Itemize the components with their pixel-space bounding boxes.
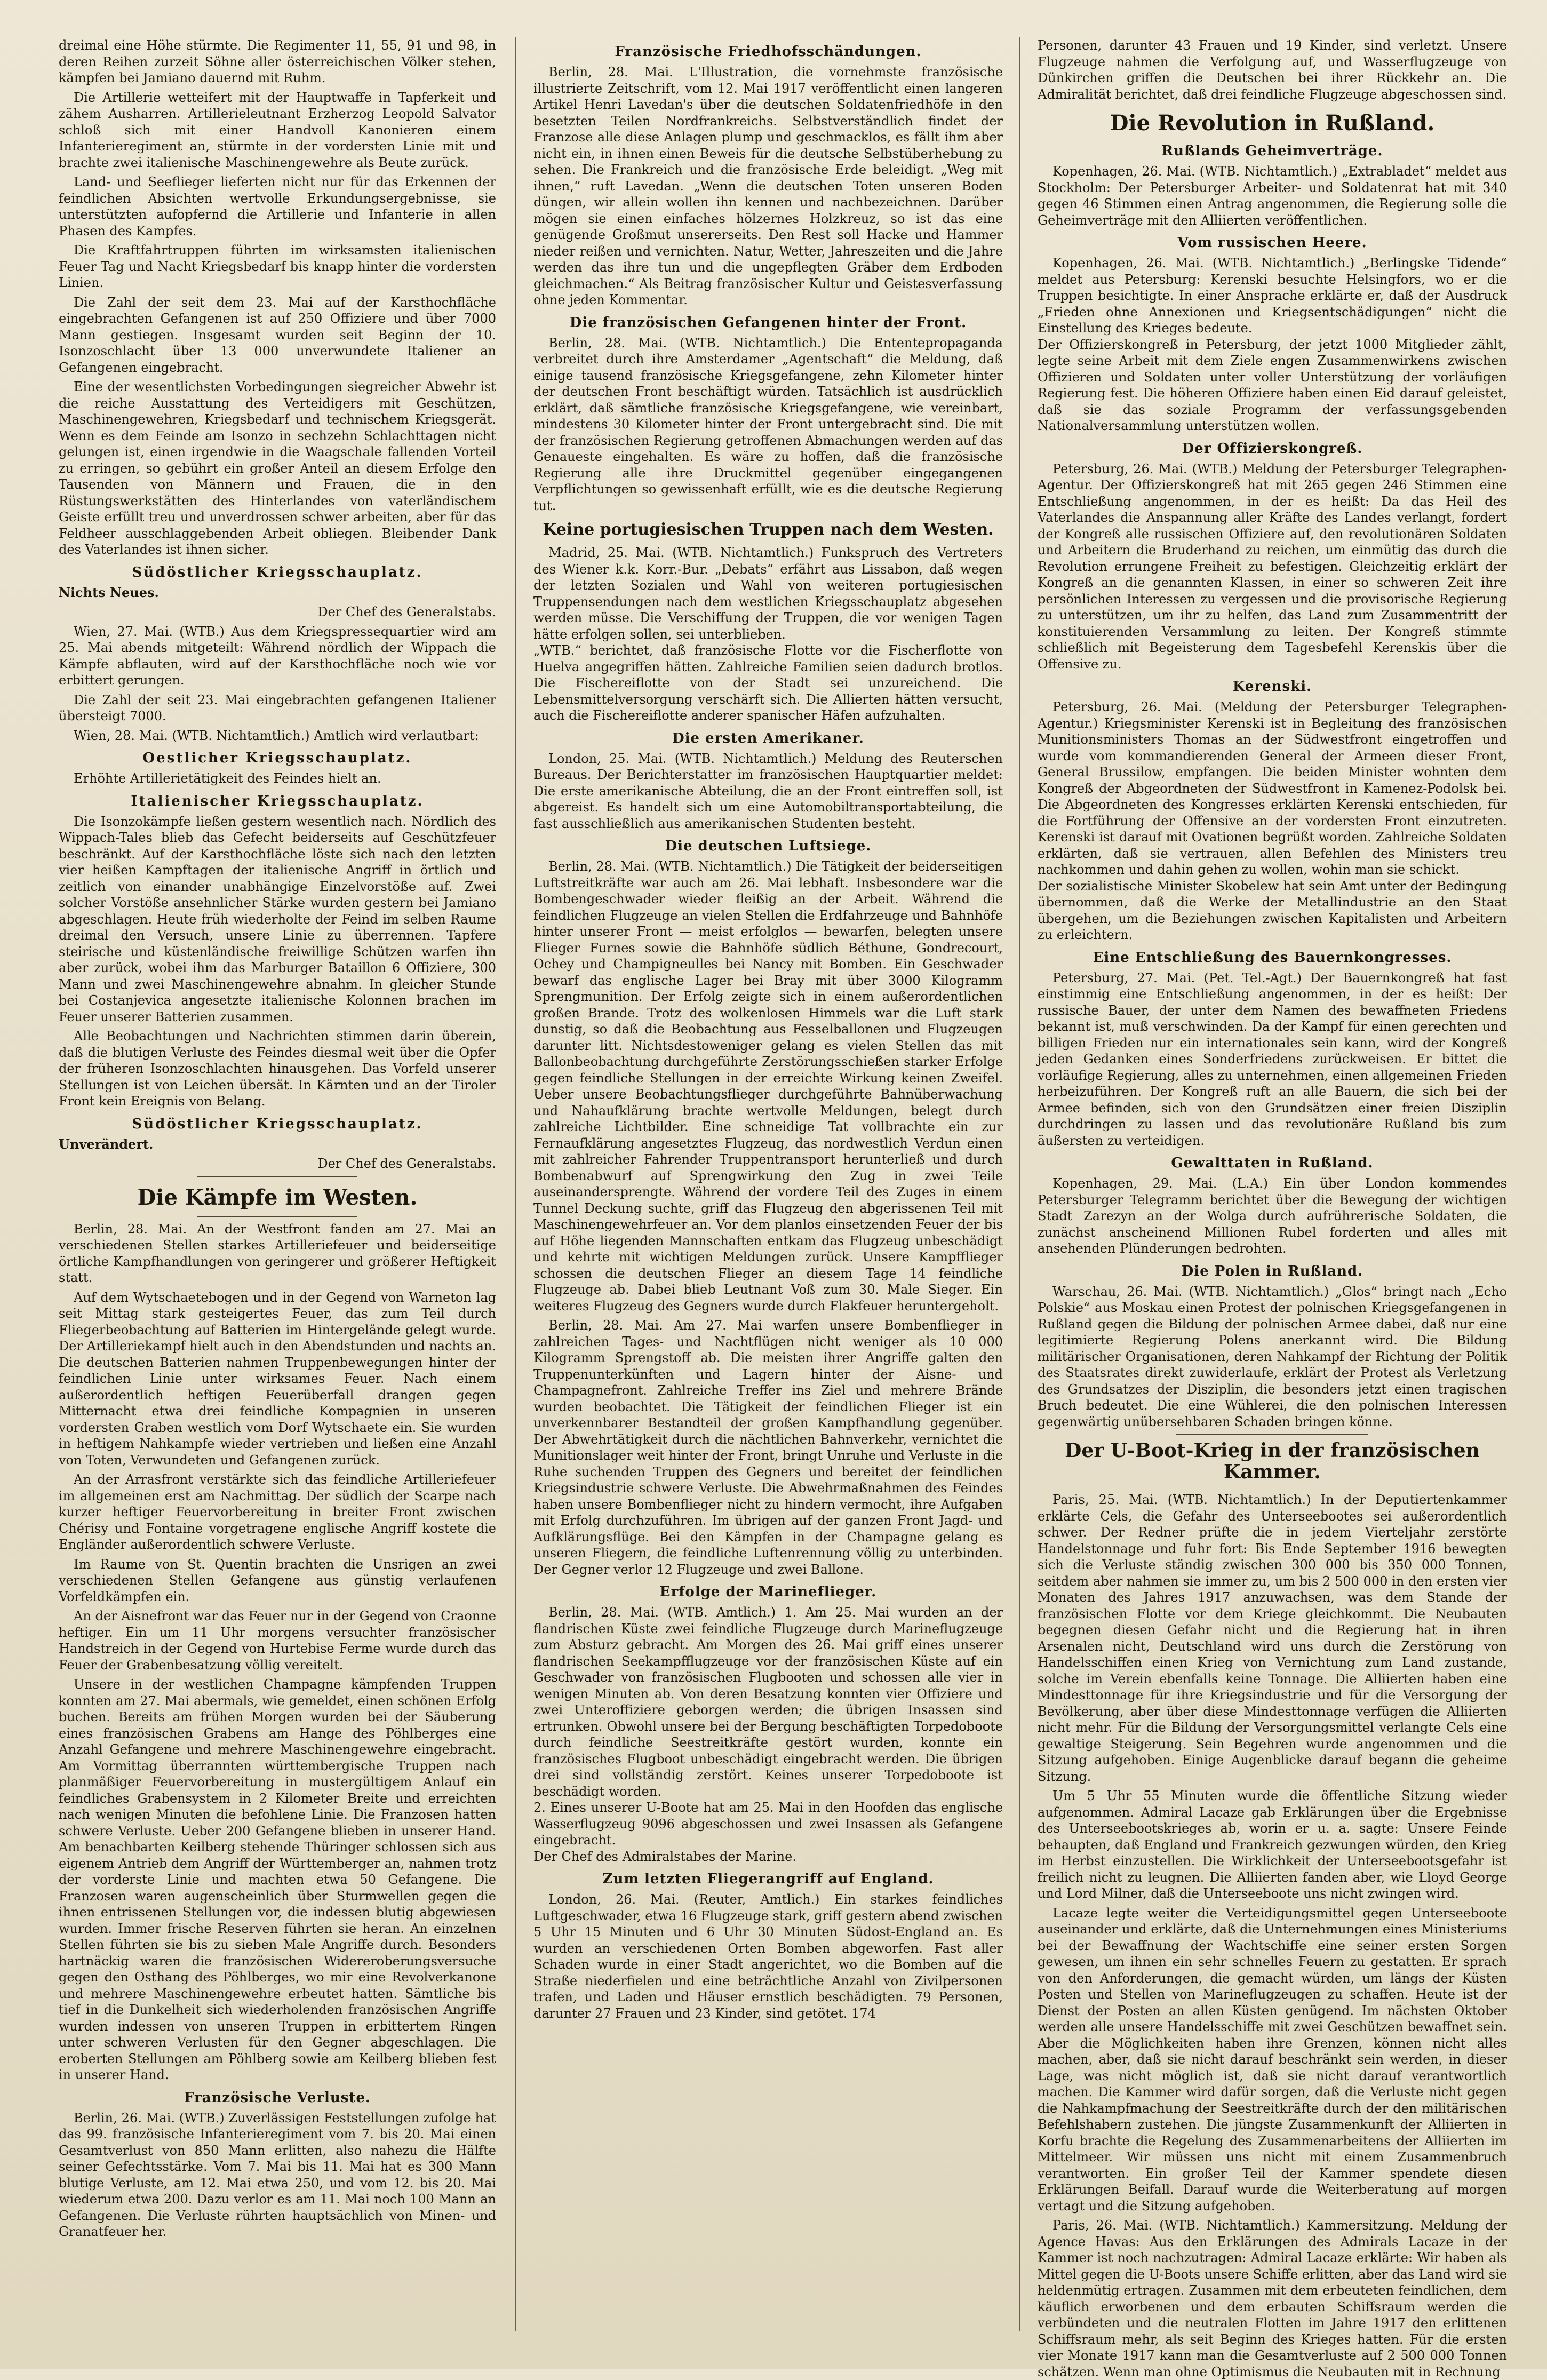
article-headline: Die Kämpfe im Westen. bbox=[137, 1184, 418, 1210]
paragraph: Eine der wesentlichsten Vorbedingungen siegreicher Abwehr ist die reiche Ausstattung des Verteidigers mit Geschützen, Maschinengewehren, Kriegsbedarf und technischem Kriegsgerät. Wenn es dem Feinde am Isonzo in sechzehn Schlachttagen nicht gelungen ist, einen irgendwie in die Waagschale fallenden Vorteil zu erringen, so gebührt ein großer Anteil an diesem Erfolge den Tausenden von Männern und Frauen, die in den Rüstungswerkstätten des Hinterlandes von vaterländischem Geiste erfüllt treu und unverdrossen schwer arbeiten, aber für das Feldheer ausschlaggebenden Arbeit obliegen. Bleibender Dank des Vaterlandes ist ihnen sicher. bbox=[59, 379, 496, 557]
section-heading: Rußlands Geheimverträge. bbox=[1161, 143, 1383, 159]
paragraph: Kopenhagen, 26. Mai. (WTB. Nichtamtlich.) „Extrabladet“ meldet aus Stockholm: Der Petersburger Arbeiter- und Soldatenrat hat mit 340 gegen 46 Stimmen einen Antrag angenommen, die Regierung solle die Geheimverträge mit den Alliierten veröffentlichen. bbox=[1038, 164, 1507, 228]
paragraph: Petersburg, 26. Mai. (WTB.) Meldung der Petersburger Telegraphen-Agentur. Der Offizierskongreß hat mit 265 gegen 246 Stimmen eine Entschließung angenommen, in der es heißt: Da das Heil des Vaterlandes die Anspannung aller Kräfte des Landes verlangt, fordert der Kongreß alle russischen Offiziere auf, den revolutionären Soldaten und Arbeitern die Bruderhand zu reichen, um einmütig das durch die Revolution errungene Freiheit zu befestigen. Gleichzeitig erklärt der Kongreß an die genannten Klassen, in einer so schweren Zeit ihre persönlichen Interessen zu vergessen und die provisorische Regierung zu unterstützen, um ihr zu helfen, das Land zum Zusammentritt der konstituierenden Versammlung zu leiten. Der Kongreß stimmte schließlich mit Begeisterung dem Tagesbefehl Kerenskis über die Offensive zu. bbox=[1038, 461, 1507, 672]
paragraph: Erhöhte Artillerietätigkeit des Feindes hielt an. bbox=[74, 771, 381, 786]
article-headline: Der U-Boot-Krieg in der französischen Kammer. bbox=[1065, 1439, 1480, 1483]
paragraph: Petersburg, 26. Mai. (Meldung der Petersburger Telegraphen-Agentur.) Kriegsminister Kerenski ist in Begleitung des französischen Munitionsministers Thomas an der Südwestfront eingetroffen und wurde vom kommandierenden General der Armeen dieser Front, General Brussilow, empfangen. Die beiden Minister wohnten dem Kongreß der Abgeordneten der Südwestfront in Kamenez-Podolsk bei. Die Abgeordneten des Kongresses erklärten Kerenski entschieden, für die Fortführung der Offensive an der vordersten Front einzutreten. Kerenski ist darauf mit Ovationen begrüßt worden. Zahlreiche Soldaten erklärten, daß sie vertrauen, allen Befehlen des Ministers treu nachkommen und dahin gehen zu wollen, wohin man sie schickt. Der sozialistische Minister Skobelew hat sein Amt unter der Bedingung übernommen, daß die Werke der Metallindustrie an den Staat übergehen, um die Beziehungen zwischen Kapitalisten und Arbeitern zu erleichtern. bbox=[1038, 699, 1507, 942]
section-heading: Die französischen Gefangenen hinter der Front. bbox=[569, 314, 967, 331]
paragraph: Land- und Seeflieger lieferten nicht nur für das Erkennen der feindlichen Absichten wertvolle Erkundungsergebnisse, sie unterstützten aufopfernd die Artillerie und Infanterie in allen Phasen des Kampfes. bbox=[59, 174, 496, 238]
divider bbox=[1176, 1434, 1368, 1435]
paragraph: Berlin, 28. Mai. Am 27. Mai warfen unsere Bombenflieger in zahlreichen Tages- und Nachtflügen nicht weniger als 10 000 Kilogramm Sprengstoff ab. Die meisten ihrer Angriffe galten den Truppenunterkünften und Lagern hinter der Aisne- und Champagnefront. Zahlreiche Treffer ins Ziel und mehrere Brände wurden beobachtet. Die Tätigkeit der feindlichen Flieger ist ein unverkennbarer Bestandteil der großen Kampfhandlung gegenüber. Der Abwehrtätigkeit durch die nächtlichen Bahnverkehr, vernichtet die Munitionslager weit hinter der Front, bringt Unruhe und Verluste in die Ruhe suchenden Truppen des Gegners und bereitet der feindlichen Kriegsindustrie schwere Verluste. Die Abwehrmaßnahmen des Feindes haben unsere Bombenflieger nicht zu hindern vermocht, ihre Aufgaben mit Erfolg durchzuführen. Im übrigen auf der ganzen Front Jagd- und Aufklärungsflüge. Bei den Kämpfen in der Champagne gelang es unseren Fliegern, die feindliche Luftenrennung völlig zu unterbinden. Der Gegner verlor 12 Flugzeuge und zwei Ballone. bbox=[533, 1318, 1003, 1577]
paragraph: Warschau, 26. Mai. (WTB. Nichtamtlich.) „Glos“ bringt nach „Echo Polskie“ aus Moskau einen Protest der polnischen Kriegsgefangenen in Rußland gegen die Bildung der polnischen Armee dabei, daß nur eine legitimierte Regierung Polens anerkannt wird. Die Bildung militärischer Organisationen, deren Nahkampf der Richtung der Politik des Staatsrates direkt zuwiderlaufe, erklärt der Protest als Verletzung des Grundsatzes der Disziplin, die besonders jetzt einen tragischen Bruch bedeutet. Die eine Wühlerei, die den polnischen Interessen gegenwärtig unübersehbaren Schaden bringen könne. bbox=[1038, 1284, 1507, 1429]
section-heading: Zum letzten Fliegerangriff auf England. bbox=[602, 1871, 934, 1887]
section-heading: Südöstlicher Kriegsschauplatz. bbox=[132, 1116, 423, 1132]
divider bbox=[197, 1216, 357, 1217]
paragraph: Petersburg, 27. Mai. (Pet. Tel.-Agt.) Der Bauernkongreß hat fast einstimmig eine Entschließung angenommen, in der es heißt: Der russische Bauer, der unter dem Namen des bewaffneten Friedens bekannt ist, muß verschwinden. Da der Kampf für einen gerechten und billigen Frieden nur ein internationales sein kann, wird der Kongreß jeden Gedanken eines Sonderfriedens zurückweisen. Er bittet die vorläufige Regierung, alles zu unternehmen, einen allgemeinen Frieden herbeizuführen. Der Kongreß ruft an alle Bauern, die sich bei der Armee befinden, sich von den Grundsätzen einer freien Disziplin durchdringen zu lassen und das revolutionäre Rußland bis zum äußersten zu verteidigen. bbox=[1038, 970, 1507, 1148]
section-heading: Die ersten Amerikaner. bbox=[672, 730, 864, 746]
paragraph: Unverändert. bbox=[59, 1136, 154, 1152]
paragraph: London, 26. Mai. (Reuter, Amtlich.) Ein starkes feindliches Luftgeschwader, etwa 16 Flugzeuge stark, griff gestern abend zwischen 5 Uhr 15 Minuten und 6 Uhr 30 Minuten Südost-England an. Es wurden an verschiedenen Orten Bomben abgeworfen. Fast aller Schaden wurde in einer Stadt angerichtet, wo die Bomben auf die Straße niederfielen und eine beträchtliche Anzahl von Zivilpersonen trafen, und Laden und Häuser ernstlich beschädigten. 79 Personen, darunter 27 Frauen und 23 Kinder, sind getötet. 174 bbox=[533, 1892, 1003, 2021]
paragraph: Um 5 Uhr 55 Minuten wurde die öffentliche Sitzung wieder aufgenommen. Admiral Lacaze gab Erklärungen über die Ergebnisse des Unterseebootskrieges ab, worin er u. a. sagte: Unsere Feinde behaupten, daß England und Frankreich gezwungen würden, den Krieg im Herbst einzustellen. Die Wirklichkeit der Unterseebootsgefahr ist freilich nicht zu leugnen. Die Alliierten fanden aber, wie Lloyd George und Lord Milner, daß die Unterseeboote uns nicht zwingen wird. bbox=[1038, 1788, 1507, 1901]
paragraph: Berlin, 26. Mai. (WTB.) Zuverlässigen Feststellungen zufolge hat das 99. französische Infanterieregiment vom 7. bis 20. Mai einen Gesamtverlust von 850 Mann erlitten, also nahezu die Hälfte seiner Gefechtsstärke. Vom 7. Mai bis 11. Mai hat es 300 Mann blutige Verluste, am 12. Mai etwa 250, und vom 12. bis 20. Mai wiederum etwa 200. Dazu verlor es am 11. Mai noch 100 Mann an Gefangenen. Die Verluste rührten hauptsächlich von Minen- und Granatfeuer her. bbox=[59, 2110, 496, 2239]
paragraph: Die Artillerie wetteifert mit der Hauptwaffe in Tapferkeit und zähem Ausharren. Artillerieleutnant Erzherzog Leopold Salvator schloß sich mit einer Handvoll Kanonieren einem Infanterieregiment an, stürmte in der vordersten Linie mit und brachte zwei italienische Maschinengewehre als Beute zurück. bbox=[59, 90, 496, 170]
signature-line: Der Chef des Generalstabs. bbox=[317, 604, 496, 619]
paragraph: Paris, 26. Mai. (WTB. Nichtamtlich.) Kammersitzung. Meldung der Agence Havas: Aus den Erklärungen des Admirals Lacaze in der Kammer ist noch nachzutragen: Admiral Lacaze erklärte: Wir haben als Mittel gegen die U-Boots unsere Schiffe erlitten, aber das Land wird sie heldenmütig ertragen. Zusammen mit dem erbeuteten feindlichen, dem käuflich erworbenen und dem erbauten Schiffsraum werden die verbündeten und die neutralen Flotten im Jahre 1917 den erlittenen Schiffsraum mehr, als seit Beginn des Krieges hatten. Für die ersten vier Monate 1917 kann man die Gesamtverluste auf 2 500 000 Tonnen schätzen. Wenn man ohne Optimismus die Neubauten mit in Rechnung bbox=[1038, 2218, 1507, 2379]
section-heading: Die deutschen Luftsiege. bbox=[665, 838, 872, 854]
divider bbox=[197, 1176, 357, 1177]
paragraph: Kopenhagen, 29. Mai. (L.A.) Ein über London kommendes Petersburger Telegramm berichtet über die Bewegung der wichtigen Stadt Zarezyn an der Wolga durch aufrührerische Soldaten, die zunächst anscheinend Millionen Rubel forderten und alles mit ansehenden Plünderungen bedrohten. bbox=[1038, 1176, 1507, 1256]
signature-line: Der Chef des Generalstabs. bbox=[317, 1156, 496, 1171]
article-headline: Die Revolution in Rußland. bbox=[1110, 110, 1435, 136]
section-heading: Erfolge der Marineflieger. bbox=[659, 1584, 877, 1600]
paragraph: Die Zahl der seit 23. Mai eingebrachten gefangenen Italiener übersteigt 7000. bbox=[59, 692, 496, 723]
paragraph: London, 25. Mai. (WTB. Nichtamtlich.) Meldung des Reuterschen Bureaus. Der Berichterstatter im französischen Hauptquartier meldet: Die erste amerikanische Abteilung, die an der Front eintreffen soll, ist abgereist. Es handelt sich um eine Automobiltransportabteilung, die fast ausschließlich aus amerikanischen Studenten besteht. bbox=[533, 751, 1003, 831]
left-intro bbox=[59, 37, 496, 558]
paragraph: Auf dem Wytschaetebogen und in der Gegend von Warneton lag seit Mittag stark gesteigertes Feuer, das zum Teil durch Fliegerbeobachtung auf Batterien im Hintergelände gelegt wurde. Der Artilleriekampf hielt auch in den Abendstunden und nachts an. Die deutschen Batterien nahmen Truppenbewegungen hinter der feindlichen Linie unter wirksames Feuer. Nach einem außerordentlich heftigen Feuerüberfall drangen gegen Mitternacht etwa drei feindliche Kompagnien in unseren vordersten Graben westlich vom Dorf Wytschaete ein. Sie wurden in heftigem Nahkampfe wieder vertrieben und ließen eine Anzahl von Toten, Verwundeten und Gefangenen zurück. bbox=[59, 1290, 496, 1468]
column-right bbox=[1038, 37, 1507, 2379]
paragraph: Wien, 27. Mai. (WTB.) Aus dem Kriegspressequartier wird am 25. Mai abends mitgeteilt: Während nördlich der Wippach die Kämpfe abflauten, wird auf der Karsthochfläche noch wie vor erbittert gerungen. bbox=[59, 624, 496, 688]
paragraph: Nichts Neues. bbox=[59, 584, 159, 600]
column-middle bbox=[533, 37, 1003, 2331]
paragraph: Wien, 28. Mai. (WTB. Nichtamtlich.) Amtlich wird verlautbart: bbox=[74, 728, 479, 743]
section-heading: Französische Verluste. bbox=[184, 2089, 371, 2106]
section-heading: Gewalttaten in Rußland. bbox=[1171, 1155, 1374, 1171]
paragraph: An der Aisnefront war das Feuer nur in der Gegend von Craonne heftiger. Ein um 11 Uhr morgens versuchter französischer Handstreich in der Gegend von Hurtebise Ferme wurde durch das Feuer der Grabenbesatzung völlig vereitelt. bbox=[59, 1609, 496, 1673]
section-heading: Vom russischen Heere. bbox=[1177, 235, 1367, 251]
paragraph: Madrid, 25. Mai. (WTB. Nichtamtlich.) Funkspruch des Vertreters des Wiener k.k. Korr.-Bur. „Debats“ erfährt aus Lissabon, daß wegen der letzten Sozialen und Wahl von weiteren portugiesischen Truppensendungen nach dem westlichen Kriegsschauplatz abgesehen werden müsse. Die Verschiffung der Truppen, die vor wenigen Tagen hätte erfolgen sollen, sei unterblieben. „WTB.“ berichtet, daß französische Flotte vor die Fischerflotte von Huelva angegriffen hätten. Zahlreiche Familien seien dadurch brotlos. Die Fischereiflotte von der Stadt sei unzureichend. Die Lebensmittelversorgung verschärft sich. Die Allierten hätten versucht, auch die Fischereiflotte anderer spanischer Häfen aufzuhalten. bbox=[533, 545, 1003, 723]
section-heading: Keine portugiesischen Truppen nach dem Westen. bbox=[543, 520, 994, 539]
section-heading: Italienischer Kriegsschauplatz. bbox=[131, 793, 424, 809]
column-rule bbox=[515, 37, 516, 2331]
paragraph: Berlin, 28. Mai. L'Illustration, die vornehmste französische illustrierte Zeitschrift, vom 12. Mai 1917 veröffentlicht einen langeren Artikel Henri Lavedan's über die deutschen Soldatenfriedhöfe in den besetzten Teilen Nordfrankreichs. Selbstverständlich findet der Franzose alle diese Anlagen plump und geschmacklos, es fällt ihm aber nicht ein, in ihnen einen Beweis für die deutsche Selbstüberhebung zu sehen. Die Frankreich und die französische Erde beleidigt. „Weg mit ihnen,“ ruft Lavedan. „Wenn die deutschen Toten unseren Boden düngen, wir allein wollen ihn kennen und nachbezeichnen. Darüber mögen sie einen einfaches hölzernes Holzkreuz, so ist das eine genügende Großmut unsererseits. Den Rest soll Hacke und Hammer nieder reißen und vernichten. Natur, Wetter, Jahreszeiten und die Jahre werden das ihre tun und die ungepflegten Gräber dem Erdboden gleichmachen.“ Als Beitrag französischer Kultur und Geistesverfassung ohne jeden Kommentar. bbox=[533, 65, 1003, 307]
column-rule bbox=[1019, 37, 1020, 2331]
column-left bbox=[59, 37, 496, 2331]
section-heading: Die Polen in Rußland. bbox=[1181, 1263, 1363, 1279]
section-heading: Kerenski. bbox=[1232, 679, 1312, 695]
section-heading: Oestlicher Kriegsschauplatz. bbox=[142, 750, 412, 766]
paragraph: Die Zahl der seit dem 23. Mai auf der Karsthochfläche eingebrachten Gefangenen ist auf 250 Offiziere und über 7000 Mann gestiegen. Insgesamt wurden seit Beginn der 10. Isonzoschlacht über 13 000 unverwundete Italiener an Gefangenen eingebracht. bbox=[59, 294, 496, 375]
section-heading: Der Offizierskongreß. bbox=[1182, 440, 1363, 457]
paragraph: Im Raume von St. Quentin brachten die Unsrigen an zwei verschiedenen Stellen Gefangene aus günstig verlaufenen Vorfeldkämpfen ein. bbox=[59, 1556, 496, 1604]
paragraph: Paris, 25. Mai. (WTB. Nichtamtlich.) In der Deputiertenkammer erklärte Cels, die Gefahr des Unterseebootes sei außerordentlich schwer. Der Redner prüfte die in jedem Vierteljahr zerstörte Handelstonnage und fuhr fort: Bis Ende September 1916 bewegten sich die Verluste ständig zwischen 300 000 bis 350 000 Tonnen, seitdem aber nahmen sie immer zu, um bis 2 500 000 in den ersten vier Monaten des Jahres 1917 anzuwachsen, was dem Stande der französischen Flotte vor dem Kriege gleichkommt. Die Neubauten begegnen diesen Gefahr nicht und die Regierung hat in ihren Arsenalen nicht, Deutschland wird uns durch die Zerstörung von Handelsschiffen einen Krieg von Vernichtung zum Land zustande, solche im Verein ebenfalls keine Tonnage. Die Alliierten haben eine Mindesttonnage für ihre Kriegsindustrie und für die Versorgung der Bevölkerung, aber über diese Mindesttonnage verfügen die Alliierten nicht mehr. Für die Bildung der Versorgungsmittel verlangte Cels eine gewaltige Steigerung. Sein Begehren wurde angenommen und die Sitzung aufgehoben. Einige Augenblicke darauf begann die geheime Sitzung. bbox=[1038, 1492, 1507, 1784]
paragraph: An der Arrasfront verstärkte sich das feindliche Artilleriefeuer im allgemeinen erst am Nachmittag. Der südlich der Scarpe nach kurzer heftiger Feuervorbereitung in breiter Front zwischen Chérisy und Fontaine vorgetragene englische Angriff kostete die Engländer außerordentlich schwere Verluste. bbox=[59, 1472, 496, 1552]
paragraph: Personen, darunter 43 Frauen und 19 Kinder, sind verletzt. Unsere Flugzeuge nahmen die Verfolgung auf, und Wasserflugzeuge von Dünkirchen griffen die Deutschen bei ihrer Rückkehr an. Die Admiralität berichtet, daß drei feindliche Flugzeuge abgeschossen sind. bbox=[1038, 38, 1507, 102]
section-heading: Eine Entschließung des Bauernkongresses. bbox=[1093, 949, 1452, 966]
paragraph: Berlin, 28. Mai. An der Westfront fanden am 27. Mai an verschiedenen Stellen starkes Artilleriefeuer und beiderseitige örtliche Kampfhandlungen von geringerer und größerer Heftigkeit statt. bbox=[59, 1221, 496, 1285]
paragraph: Unsere in der westlichen Champagne kämpfenden Truppen konnten am 27. Mai abermals, wie gemeldet, einen schönen Erfolg buchen. Bereits am frühen Morgen wurden bei der Säuberung eines französischen Grabens am Hange des Pöhlberges eine Anzahl Gefangene und mehrere Maschinengewehre eingebracht. Am Vormittag überrannten württembergische Truppen nach planmäßiger Feuervorbereitung in mustergültigem Anlauf ein feindliches Grabensystem in 2 Kilometer Breite und erreichten nach wenigen Minuten die befohlene Linie. Die Franzosen hatten schwere Verluste. Ueber 200 Gefangene blieben in unserer Hand. Am benachbarten Keilberg stehende Thüringer schlossen sich aus eigenem Antrieb dem Angriff der Württemberger an, nahmen trotz der vorderste Linie und machten etwa 50 Gefangene. Die Franzosen waren augenscheinlich über Sturmwellen gegen die ihnen entrissenen Stellungen vor, die indessen blutig abgewiesen wurden. Immer frische Reserven führten sie heran. An einzelnen Stellen führten sie bis zu sieben Male Angriffe durch. Besonders hartnäckig waren die französischen Widereroberungsversuche gegen den Osthang des Pöhlberges, wo mir eine Revolverkanone und mehrere Maschinengewehre erbeutet hatten. Sämtliche bis tief in die Dunkelheit sich wiederholenden französischen Angriffe wurden indessen von unseren Truppen in erbittertem Ringen unter schweren Verlusten für den Gegner abgeschlagen. Die eroberten Stellungen am Pöhlberg sowie am Keilberg blieben fest in unserer Hand. bbox=[59, 1677, 496, 2082]
paragraph: Kopenhagen, 26. Mai. (WTB. Nichtamtlich.) „Berlingske Tidende“ meldet aus Petersburg: Kerenski besuchte Helsingfors, wo er die Truppen besichtigte. In einer Ansprache erklärte er, daß der Ausdruck „Frieden ohne Annexionen und Kriegsentschädigungen“ nicht die Einstellung des Krieges bedeute. Der Offizierskongreß in Petersburg, der jetzt 1000 Mitglieder zählt, legte seine Arbeit mit dem Ziele engen Zusammenwirkens zwischen Offizieren und Soldaten unter voller Unterstützung der vorläufigen Regierung fest. Die höheren Offiziere haben einen Eid darauf geleistet, daß sie das soziale Programm der verfassungsgebenden Nationalversammlung unterstützen wollen. bbox=[1038, 256, 1507, 433]
paragraph: dreimal eine Höhe stürmte. Die Regimenter 11, 55, 91 und 98, in deren Reihen zurzeit Söhne aller österreichischen Völker stehen, kämpfen bei Jamiano dauernd mit Ruhm. bbox=[59, 38, 496, 85]
paragraph: Alle Beobachtungen und Nachrichten stimmen darin überein, daß die blutigen Verluste des Feindes diesmal weit über die Opfer der früheren Isonzoschlachten hinausgehen. Das Vorfeld unserer Stellungen ist von Leichen übersät. In Kärnten und an der Tiroler Front kein Ereignis von Belang. bbox=[59, 1029, 496, 1109]
section-heading: Französische Friedhofsschändungen. bbox=[615, 44, 922, 60]
paragraph: Berlin, 28. Mai. (WTB. Amtlich.) 1. Am 25. Mai wurden an der flandrischen Küste zwei feindliche Flugzeuge durch Marineflugzeuge zum Absturz gebracht. Am Morgen des 26. Mai griff eines unserer flandrischen Seekampfflugzeuge vor der französischen Küste auf ein Geschwader von französischen Flugbooten und schossen alle vier in wenigen Minuten ab. Von deren Besatzung konnten vier Offiziere und zwei Unteroffiziere geborgen werden; die übrigen Insassen sind ertrunken. Obwohl unsere bei der Bergung beschäftigten Torpedoboote durch feindliche Seestreitkräfte gestört wurden, konnte ein französisches Flugboot unbeschädigt eingebracht werden. Die übrigen drei sind vollständig zerstört. Keines unserer Torpedoboote ist beschädigt worden. 2. Eines unserer U-Boote hat am 25. Mai in den Hoofden das englische Wasserflugzeug 9096 abgeschossen und zwei Insassen als Gefangene eingebracht. Der Chef des Admiralstabes der Marine. bbox=[533, 1605, 1003, 1864]
paragraph: Berlin, 28. Mai. (WTB. Nichtamtlich.) Die Tätigkeit der beiderseitigen Luftstreitkräfte war auch am 26. Mai lebhaft. Insbesondere war die Bombengeschwader wieder fleißig an der Arbeit. Während die feindlichen Flugzeuge an vielen Stellen die Erdfahrzeuge und Bahnhöfe hinter unserer Front — meist erfolglos — bewarfen, belegten unsere Flieger Furnes sowie die Bahnhöfe südlich Béthune, Gondrecourt, Ochey und Champigneulles bei Nancy mit Bomben. Ein Geschwader bewarf das englische Lager bei Bray mit über 3000 Kilogramm Sprengmunition. Der Erfolg zeigte sich in einem außerordentlichen großen Brande. Trotz des wolkenlosen Himmels war die Luft stark dunstig, so daß die Beobachtung aus Fesselballonen und Flugzeugen darunter litt. Nichtsdestoweniger gelang es vielen Stellen das mit Ballonbeobachtung durchgeführte Zerstörungsschießen starker Erfolge gegen feindliche Stellungen in der erreichte Wirkung keinen Zweifel. Ueber unsere Beobachtungsflieger durchgeführte Bahnüberwachung und Nahaufklärung brachte wertvolle Meldungen, belegt durch zahlreiche Lichtbilder. Eine schneidige Tat vollbrachte ein zur Fernaufklärung angesetztes Flugzeug, das nordwestlich Verdun einen mit zahlreicher Fahrender Truppentransport herunterließ und durch Bombenabwurf auf Sprengwirkung den Zug in zwei Teile auseinandersprengte. Während der vordere Teil des Zuges in einem Tunnel Deckung suchte, griff das Flugzeug den abgerissenen Teil mit Maschinengewehrfeuer an. Vor dem planlos einsetzenden Feuer der bis auf Höhe liegenden Mannschaften entkam das Flugzeug unbeschädigt und kehrte mit wichtigen Meldungen zurück. Unsere Kampfflieger schossen die deutschen Flieger an diesem Tage 14 feindliche Flugzeuge ab. Dabei blieb Leutnant Voß zum 30. Male Sieger. Ein weiteres Flugzeug des Gegners wurde durch Flakfeuer heruntergeholt. bbox=[533, 859, 1003, 1314]
paragraph: Die Isonzokämpfe ließen gestern wesentlich nach. Nördlich des Wippach-Tales blieb das Gefecht beiderseits auf Geschützfeuer beschränkt. Auf der Karsthochfläche löste sich nach den letzten vier heißen Kampftagen der italienische Angriff in örtlich und zeitlich von einander unabhängige Einzelvorstöße auf. Zwei solcher Vorstöße ansehnlicher Stärke wurden gestern bei Jamiano abgeschlagen. Heute früh wiederholte der Feind im selben Raume dreimal den Versuch, unsere Linie zu überrennen. Tapfere steirische und küstenländische freiwillige Schützen warfen ihn aber zurück, wobei ihm das Marburger Bataillon 6 Offiziere, 300 Mann und zwei Maschinengewehre abnahm. In gleicher Stunde bei Costanjevica angesetzte italienische Kolonnen brachen im Feuer unserer Batterien zusammen. bbox=[59, 814, 496, 1024]
section-heading: Südöstlicher Kriegsschauplatz. bbox=[132, 564, 423, 580]
paragraph: Die Kraftfahrtruppen führten im wirksamsten italienischen Feuer Tag und Nacht Kriegsbedarf bis knapp hinter die vordersten Linien. bbox=[59, 243, 496, 290]
paragraph: Lacaze legte weiter die Verteidigungsmittel gegen Unterseeboote auseinander und erklärte, daß die Unternehmungen eines Ministeriums bei der Bewaffnung der Wachtschiffe eine seiner ersten Sorgen gewesen, um ihnen ein sehr schnelles Feuern zu gestatten. Er sprach von den Anforderungen, die gemacht würden, um längs der Küsten Posten und Stellen von Marineflugzeugen zu schaffen. Heute ist der Dienst der Posten an allen Küsten genügend. Im nächsten Oktober werden alle unsere Handelsschiffe mit zwei Geschützen bewaffnet sein. Aber die Möglichkeiten haben ihre Grenzen, können nicht alles machen, aber, daß sie nicht darauf beschränkt sein werden, in dieser Lage, was nicht möglich ist, daß sie nicht darauf verantwortlich machen. Die Kammer wird dafür sorgen, daß die Verluste nicht gegen die Nahkampfmachung der Seestreitkräfte durch der den militärischen Befehlshabern zustehen. Die jüngste Zusammenkunft der Alliierten in Korfu brachte die Regelung des Zusammenarbeitens der Alliierten im Mittelmeer. Wir müssen uns nicht mit einem Zusammenbruch verantworten. Ein großer Teil der Kammer spendete diesen Erklärungen Beifall. Darauf wurde die Weiterberatung auf morgen vertagt und die Sitzung aufgehoben. bbox=[1038, 1905, 1507, 2214]
paragraph: Berlin, 28. Mai. (WTB. Nichtamtlich.) Die Ententepropaganda verbreitet durch ihre Amsterdamer „Agentschaft“ die Meldung, daß einige tausend französische Kriegsgefangene, zehn Kilometer hinter der deutschen Front beschäftigt würden. Tatsächlich ist ausdrücklich erklärt, daß sämtliche französische Kriegsgefangene, wie vereinbart, mindestens 30 Kilometer hinter der Front untergebracht sind. Die mit der französischen Regierung getroffenen Abmachungen werden auf das Genaueste eingehalten. Es wäre zu hoffen, daß die französische Regierung alle ihre Druckmittel gegenüber eingegangenen Verpflichtungen so gewissenhaft erfüllt, wie es die deutsche Regierung tut. bbox=[533, 335, 1003, 513]
